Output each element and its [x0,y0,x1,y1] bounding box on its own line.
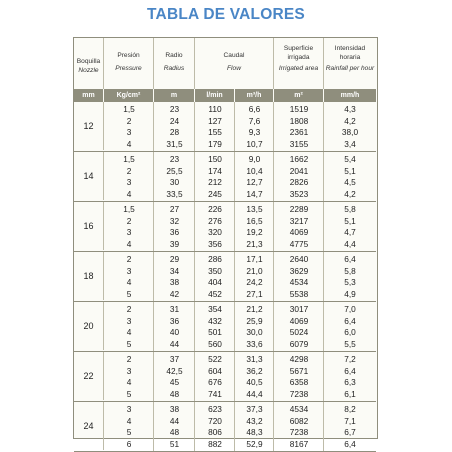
cell-flow-m3h: 31,3 [246,354,263,364]
cell-flow-m3h: 10,4 [246,165,263,176]
cell-radius: 30 [169,177,180,187]
cell-pressure: 4 [126,415,132,426]
cell-area: 2041 [289,165,309,176]
cell-flow-m3h: 21,0 [246,265,263,276]
unit-flow-lmin: l/min [195,89,235,102]
cell-flow-m3h: 10,7 [246,138,263,149]
cell-area: 3217 [289,215,309,226]
cell-rainfall: 6,4 [344,254,356,264]
table-row [104,289,376,301]
cell-flow-lmin: 676 [208,377,222,387]
cell-flow-m3h: 19,2 [246,227,263,237]
cell-rainfall: 8,2 [344,404,356,414]
table-row [104,216,376,228]
cell-pressure: 2 [126,165,132,176]
cell-rainfall: 4,4 [344,238,356,249]
cell-flow-lmin: 110 [208,104,222,114]
table-row [104,104,376,116]
cell-pressure: 5 [126,427,132,437]
table-row [104,227,376,239]
unit-pressure: Kg/cm² [104,89,154,102]
header-pressure-es: Presión [117,52,140,59]
nozzle-group [74,302,376,352]
cell-flow-lmin: 720 [208,415,222,426]
cell-flow-lmin: 560 [208,338,222,349]
header-area-es: Superficie irrigada [283,45,314,61]
cell-rainfall: 5,8 [344,265,356,276]
header-nozzle [74,38,104,89]
cell-radius: 45 [169,377,180,387]
cell-flow-m3h: 21,2 [246,304,263,314]
table-row [104,166,376,178]
cell-flow-m3h: 24,2 [246,277,263,287]
cell-area: 3629 [289,265,309,276]
nozzle-group [74,152,376,202]
cell-area: 5538 [289,288,309,299]
cell-radius: 24 [169,115,180,126]
cell-area: 4298 [289,354,309,364]
table-row [104,404,376,416]
cell-rainfall: 6,3 [344,377,356,387]
nozzle-cell: 12 [74,102,104,150]
cell-pressure: 4 [126,277,132,287]
cell-flow-lmin: 276 [208,215,222,226]
cell-flow-m3h: 16,5 [246,215,263,226]
cell-pressure: 3 [126,177,132,187]
cell-radius: 40 [169,327,180,337]
cell-area: 1662 [289,154,309,164]
cell-flow-lmin: 623 [208,404,222,414]
table-row [104,116,376,128]
cell-pressure: 2 [126,215,132,226]
header-rainfall-en: Rainfall per hour [325,65,375,72]
cell-flow-lmin: 150 [208,154,222,164]
cell-flow-m3h: 17,1 [246,254,263,264]
table-row [104,304,376,316]
cell-area: 4534 [289,404,309,414]
cell-flow-m3h: 52,9 [246,438,263,449]
cell-area: 3017 [289,304,309,314]
cell-area: 7238 [289,427,309,437]
cell-flow-lmin: 522 [208,354,222,364]
cell-rainfall: 6,0 [344,327,356,337]
table-row [104,339,376,351]
cell-rainfall: 7,2 [344,354,356,364]
cell-flow-lmin: 174 [208,165,222,176]
table-row [104,277,376,289]
cell-flow-m3h: 9,3 [248,127,261,137]
table-row [104,377,376,389]
cell-flow-m3h: 37,3 [246,404,263,414]
cell-area: 2361 [289,127,309,137]
cell-flow-lmin: 356 [208,238,222,249]
nozzle-cell: 14 [74,152,104,200]
header-nozzle-en: Nozzle [78,67,99,74]
cell-rainfall: 6,4 [344,315,356,326]
cell-radius: 48 [169,427,180,437]
cell-radius: 29 [169,254,180,264]
cell-pressure: 3 [126,227,132,237]
cell-pressure: 3 [126,127,132,137]
cell-rainfall: 5,1 [344,215,356,226]
table-row [104,354,376,366]
cell-area: 5671 [289,365,309,376]
cell-radius: 28 [169,127,180,137]
nozzle-group [74,352,376,402]
cell-area: 8167 [289,438,309,449]
cell-rainfall: 7,0 [344,304,356,314]
unit-area: m² [274,89,324,102]
table-row [104,389,376,401]
cell-pressure: 4 [126,327,132,337]
cell-radius: 23 [169,154,180,164]
header-rainfall-es: Intensidad horaria [334,45,366,61]
cell-area: 6358 [289,377,309,387]
cell-pressure: 5 [126,388,132,399]
cell-area: 4069 [289,315,309,326]
cell-area: 3155 [289,138,309,149]
cell-pressure: 2 [126,254,132,264]
cell-radius: 31,5 [166,138,183,149]
cell-flow-m3h: 13,5 [246,204,263,214]
cell-radius: 42,5 [166,365,183,376]
cell-flow-m3h: 6,6 [248,104,261,114]
cell-pressure: 3 [126,265,132,276]
cell-flow-lmin: 604 [208,365,222,376]
cell-area: 1519 [289,104,309,114]
cell-rainfall: 5,8 [344,204,356,214]
cell-pressure: 1,5 [123,104,135,114]
cell-radius: 48 [169,388,180,399]
table-row [104,327,376,339]
cell-flow-m3h: 48,3 [246,427,263,437]
cell-flow-lmin: 286 [208,254,222,264]
header-pressure [104,38,154,89]
unit-nozzle: mm [74,89,104,102]
cell-radius: 51 [169,438,180,449]
cell-flow-lmin: 127 [208,115,222,126]
table-row [104,439,376,451]
header-radius-es: Radio [165,52,183,59]
cell-rainfall: 5,5 [344,338,356,349]
nozzle-cell: 20 [74,302,104,350]
cell-pressure: 5 [126,288,132,299]
cell-radius: 25,5 [166,165,183,176]
cell-radius: 27 [169,204,180,214]
nozzle-cell: 22 [74,352,104,400]
cell-area: 3523 [289,188,309,199]
table-row [104,366,376,378]
table-row [104,127,376,139]
header-rainfall [324,38,376,89]
cell-flow-lmin: 179 [208,138,222,149]
units-row [74,89,376,102]
cell-flow-lmin: 432 [208,315,222,326]
cell-radius: 37 [169,354,180,364]
cell-pressure: 4 [126,238,132,249]
table-row [104,177,376,189]
cell-flow-m3h: 44,4 [246,388,263,399]
cell-pressure: 2 [126,304,132,314]
header-nozzle-es: Boquilla [76,58,101,65]
unit-rainfall: mm/h [340,92,360,99]
cell-radius: 32 [169,215,180,226]
cell-area: 6082 [289,415,309,426]
cell-area: 5024 [289,327,309,337]
cell-flow-lmin: 226 [208,204,222,214]
cell-pressure: 3 [126,404,132,414]
header-radius [154,38,195,89]
nozzle-group [74,102,376,152]
header-radius-en: Radius [163,65,185,72]
cell-pressure: 3 [126,315,132,326]
cell-flow-m3h: 12,7 [246,177,263,187]
cell-flow-m3h: 25,9 [246,315,263,326]
table-row [104,154,376,166]
cell-pressure: 1,5 [123,154,135,164]
cell-flow-m3h: 9,0 [248,154,261,164]
cell-rainfall: 4,5 [344,177,356,187]
header-area [274,38,324,89]
cell-rainfall: 6,1 [344,388,356,399]
cell-area: 4069 [289,227,309,237]
cell-rainfall: 5,3 [344,277,356,287]
nozzle-cell: 16 [74,202,104,250]
cell-radius: 44 [169,415,180,426]
header-area-en: Irrigated area [278,65,319,72]
table-row [104,416,376,428]
cell-radius: 34 [169,265,180,276]
cell-rainfall: 6,4 [344,365,356,376]
cell-rainfall: 4,9 [344,288,356,299]
cell-flow-m3h: 30,0 [246,327,263,337]
table-row [104,427,376,439]
cell-pressure: 4 [126,377,132,387]
cell-flow-m3h: 40,5 [246,377,263,387]
cell-pressure: 4 [126,188,132,199]
cell-radius: 42 [169,288,180,299]
cell-flow-lmin: 350 [208,265,222,276]
nozzle-group [74,402,376,452]
table-row [104,139,376,151]
cell-radius: 31 [169,304,180,314]
cell-flow-lmin: 212 [208,177,222,187]
cell-flow-lmin: 245 [208,188,222,199]
table-row [104,316,376,328]
cell-area: 6079 [289,338,309,349]
header-flow-es: Caudal [223,52,245,59]
cell-pressure: 3 [126,365,132,376]
page-title: TABLA DE VALORES [147,6,305,23]
cell-flow-lmin: 806 [208,427,222,437]
table-row [104,254,376,266]
cell-flow-m3h: 21,3 [246,238,263,249]
cell-area: 7238 [289,388,309,399]
values-table [73,37,378,449]
cell-flow-m3h: 43,2 [246,415,263,426]
header-pressure-en: Pressure [115,65,142,72]
cell-rainfall: 6,4 [344,438,356,449]
cell-flow-lmin: 354 [208,304,222,314]
cell-radius: 38 [169,277,180,287]
cell-radius: 44 [169,338,180,349]
cell-area: 2826 [289,177,309,187]
table-row [104,239,376,251]
nozzle-group [74,202,376,252]
nozzle-group [74,252,376,302]
cell-flow-lmin: 452 [208,288,222,299]
header-flow-en: Flow [227,65,241,72]
cell-flow-lmin: 501 [208,327,222,337]
cell-flow-m3h: 33,6 [246,338,263,349]
cell-area: 4775 [289,238,309,249]
cell-rainfall: 7,1 [344,415,356,426]
nozzle-cell: 18 [74,252,104,300]
cell-rainfall: 6,7 [344,427,356,437]
cell-radius: 39 [169,238,180,249]
cell-flow-m3h: 14,7 [246,188,263,199]
cell-rainfall: 5,1 [344,165,356,176]
cell-pressure: 6 [126,438,132,449]
cell-flow-lmin: 882 [208,438,222,449]
cell-pressure: 2 [126,115,132,126]
cell-radius: 33,5 [166,188,183,199]
unit-flow-m3h: m³/h [235,89,274,102]
cell-pressure: 2 [126,354,132,364]
cell-rainfall: 4,3 [344,104,356,114]
cell-flow-m3h: 7,6 [248,115,261,126]
cell-rainfall: 4,7 [344,227,356,237]
unit-radius: m [154,89,195,102]
table-row [104,266,376,278]
cell-area: 2640 [289,254,309,264]
cell-flow-lmin: 404 [208,277,222,287]
cell-flow-m3h: 36,2 [246,365,263,376]
cell-flow-lmin: 155 [208,127,222,137]
cell-pressure: 1,5 [123,204,135,214]
cell-area: 1808 [289,115,309,126]
cell-rainfall: 5,4 [344,154,356,164]
cell-radius: 23 [169,104,180,114]
cell-radius: 36 [169,227,180,237]
table-row [104,204,376,216]
cell-pressure: 5 [126,338,132,349]
cell-rainfall: 4,2 [344,188,356,199]
cell-rainfall: 3,4 [344,138,356,149]
cell-flow-lmin: 741 [208,388,222,399]
cell-pressure: 4 [126,138,132,149]
cell-radius: 38 [169,404,180,414]
cell-rainfall: 38,0 [341,127,359,137]
cell-radius: 36 [169,315,180,326]
cell-rainfall: 4,2 [344,115,356,126]
cell-area: 4534 [289,277,309,287]
nozzle-cell: 24 [74,402,104,450]
cell-flow-lmin: 320 [208,227,222,237]
header-flow [195,38,274,89]
table-row [104,189,376,201]
cell-area: 2289 [289,204,309,214]
cell-flow-m3h: 27,1 [246,288,263,299]
